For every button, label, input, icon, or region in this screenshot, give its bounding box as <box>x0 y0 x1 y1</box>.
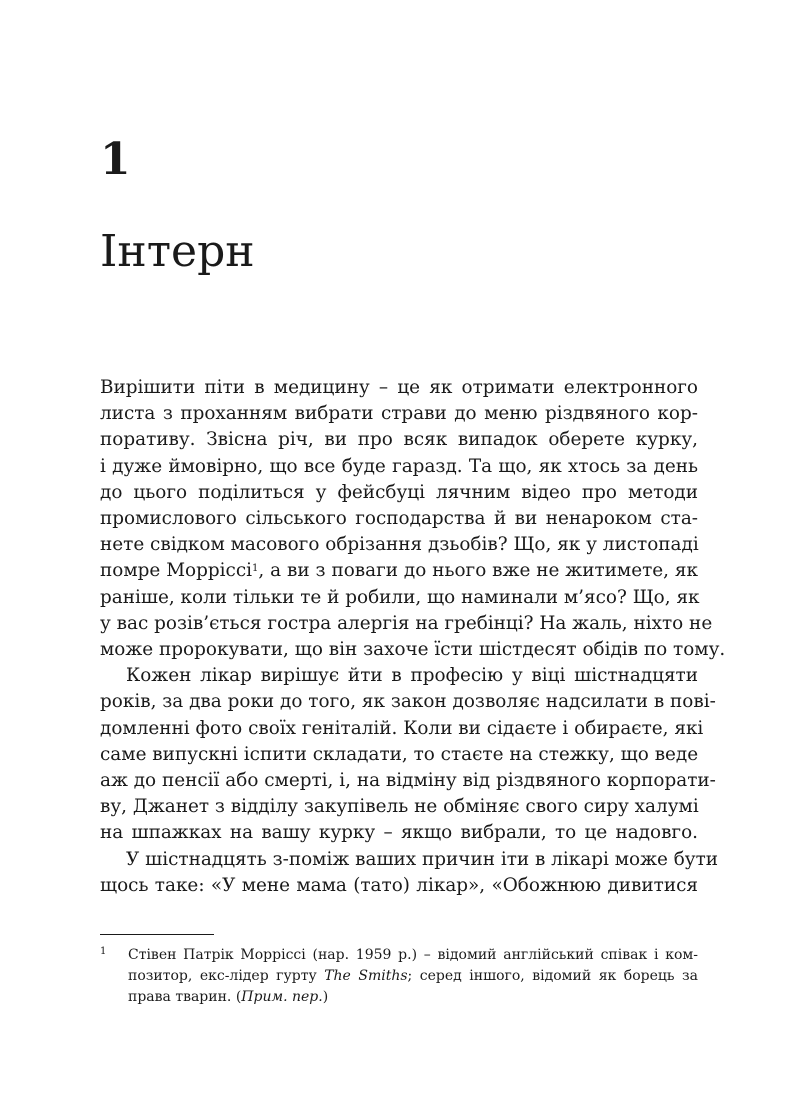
text-line: у вас розів’ється гостра алергія на гребінці? На жаль, ніхто не <box>100 612 713 634</box>
footnote-reference[interactable]: 1 <box>252 563 259 575</box>
footnote-marker: 1 <box>100 946 107 957</box>
text-segment: права тварин. ( <box>128 989 242 1005</box>
text-line: листа з проханням вибрати страви до меню різдвяного кор- <box>100 403 698 425</box>
text-line: промислового сільського господарства й ви ненароком ста- <box>100 508 698 530</box>
text-line: поративу. Звісна річ, ви про всяк випадок оберете курку, <box>100 429 698 451</box>
text-segment: помре Морріссі <box>100 560 253 582</box>
chapter-number: 1 <box>100 134 131 185</box>
text-line: ву, Джанет з відділу закупівель не обміняє свого сиру халумі <box>100 796 699 818</box>
text-line: до цього поділиться у фейсбуці лячним відео про методи <box>100 481 698 503</box>
text-segment: ; серед іншого, відомий як борець за <box>407 968 699 984</box>
paragraph-3 <box>100 847 719 899</box>
text-line: Вирішити піти в медицину – це як отримати електронного <box>100 377 698 398</box>
text-line: У шістнадцять з-поміж ваших причин іти в лікарі може бути <box>126 848 719 870</box>
text-line: років, за два роки до того, як закон дозволяє надсилати в пові- <box>100 691 716 713</box>
text-line: може пророкувати, що він захоче їсти шістдесят обідів по тому. <box>100 639 726 661</box>
footnote-line <box>128 987 698 1008</box>
text-line: Кожен лікар вирішує йти в професію у віці шістнадцяти <box>126 665 698 687</box>
text-line: саме випускні іспити складати, то стаєте на стежку, що веде <box>100 743 699 765</box>
text-line <box>100 558 698 584</box>
text-line: домленні фото своїх геніталій. Коли ви сідаєте і обираєте, які <box>100 717 704 739</box>
footnote <box>100 945 698 1008</box>
text-segment: позитор, екс-лідер гурту <box>128 968 325 984</box>
footnote-text <box>128 945 698 1008</box>
footnote-line <box>128 966 698 987</box>
text-line: щось таке: «У мене мама (тато) лікар», «Обожнюю дивитися <box>100 874 698 896</box>
text-line: раніше, коли тільки те й робили, що наминали м’ясо? Що, як <box>100 586 700 608</box>
text-segment: , а ви з поваги до нього вже не житимете, як <box>258 560 698 582</box>
chapter-title: Інтерн <box>100 226 255 277</box>
text-line: нете свідком масового обрізання дзьобів? Що, як у листопаді <box>100 534 699 556</box>
text-line: аж до пенсії або смерті, і, на відміну від різдвяного корпорати- <box>100 770 716 792</box>
text-line: на шпажках на вашу курку – якщо вибрали, то це надовго. <box>100 822 698 844</box>
translator-note: Прим. пер. <box>241 989 323 1005</box>
footnote-divider <box>100 934 214 935</box>
body-text <box>100 375 726 899</box>
text-segment: ) <box>322 989 329 1005</box>
text-line: і дуже ймовірно, що все буде гаразд. Та що, як хтось за день <box>100 455 698 477</box>
paragraph-2 <box>100 663 716 846</box>
band-name: The Smiths <box>324 968 408 984</box>
footnote-line: Стівен Патрік Морріссі (нар. 1959 р.) – відомий англійський співак і ком- <box>128 947 698 963</box>
paragraph-1 <box>100 375 726 663</box>
